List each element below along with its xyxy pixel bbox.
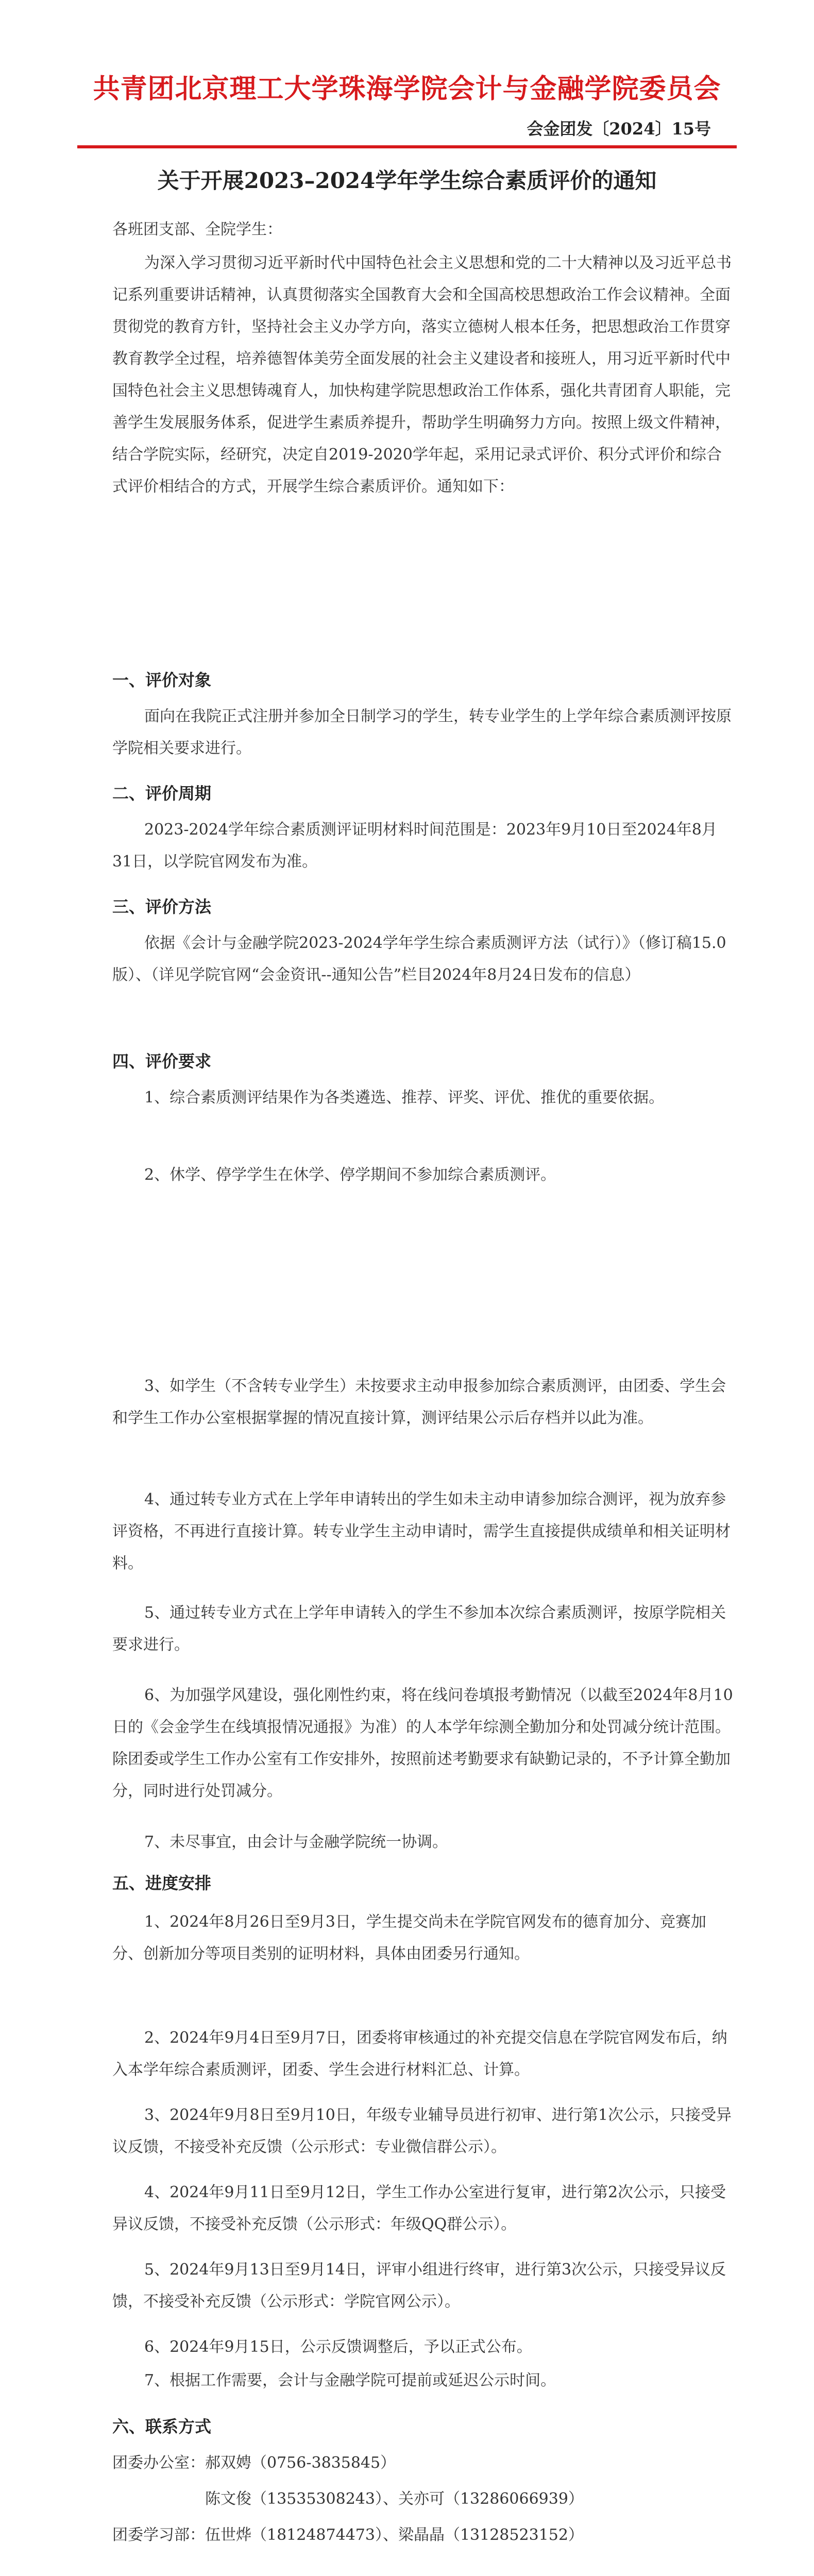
intro-paragraph: 为深入学习贯彻习近平新时代中国特色社会主义思想和党的二十大精神以及习近平总书记系列重要讲话精神，认真贯彻落实全国教育大会和全国高校思想政治工作会议精神。全面贯彻党的教育方针，坚持社会主义办学方向，落实立德树人根本任务，把思想政治工作贯穿教育教学全过程，培养德智体美劳全面发展的社会主义建设者和接班人，用习近平新时代中国特色社会主义思想铸魂育人，加快构建学院思想政治工作体系，强化共青团育人职能，完善学生发展服务体系，促进学生素质养提升，帮助学生明确努力方向。按照上级文件精神，结合学院实际，经研究，决定自2019-2020学年起，采用记录式评价、积分式评价和综合式评价相结合的方式，开展学生综合素质评价。通知如下： [112,254,732,496]
section-2-body: 2023-2024学年综合素质测评证明材料时间范围是：2023年9月10日至2024年8月31日，以学院官网发布为准。 [112,821,717,871]
section-4-item: 7、未尽事宜，由会计与金融学院统一协调。 [144,1833,448,1851]
contact-office-label: 团委办公室： [112,2454,205,2472]
section-4-item: 6、为加强学风建设，强化刚性约束，将在线问卷填报考勤情况（以截至2024年8月10日的《会金学生在线填报情况通报》为准）的人本学年综测全勤加分和处罚减分统计范围。除团委或学生工作办公室有工作安排外，按照前述考勤要求有缺勤记录的，不予计算全勤加分，同时进行处罚减分。 [112,1686,733,1800]
section-1-body: 面向在我院正式注册并参加全日制学习的学生，转专业学生的上学年综合素质测评按原学院相关要求进行。 [112,707,732,757]
section-4-item: 3、如学生（不含转专业学生）未按要求主动申报参加综合素质测评，由团委、学生会和学生工作办公室根据掌握的情况直接计算，测评结果公示后存档并以此为准。 [112,1377,726,1427]
contact-study-label: 团委学习部： [112,2526,205,2544]
section-4-item: 1、综合素质测评结果作为各类遴选、推荐、评奖、评优、推优的重要依据。 [144,1089,665,1107]
contact-study-line: 伍世烨（18124874473）、梁晶晶（13128523152） [205,2526,584,2544]
section-6-heading: 六、联系方式 [112,2417,212,2436]
section-4-item: 4、通过转专业方式在上学年申请转出的学生如未主动申请参加综合测评，视为放弃参评资格，不再进行直接计算。转专业学生主动申请时，需学生直接提供成绩单和相关证明材料。 [112,1490,731,1572]
section-3-heading: 三、评价方法 [112,897,212,917]
salutation: 各班团支部、全院学生： [112,221,282,239]
section-5-item: 6、2024年9月15日，公示反馈调整后，予以正式公布。 [144,2338,532,2356]
contact-office-line1: 郝双娉（0756-3835845） [205,2454,396,2472]
section-3-body: 依据《会计与金融学院2023-2024学年学生综合素质测评方法（试行）》（修订稿15.0版）、（详见学院官网“会金资讯--通知公告”栏目2024年8月24日发布的信息） [112,934,726,984]
section-5-item: 3、2024年9月8日至9月10日，年级专业辅导员进行初审、进行第1次公示，只接受异议反馈，不接受补充反馈（公示形式：专业微信群公示）。 [112,2106,732,2156]
section-4-item: 5、通过转专业方式在上学年申请转入的学生不参加本次综合素质测评，按原学院相关要求进行。 [112,1604,726,1654]
notice-title: 关于开展2023–2024学年学生综合素质评价的通知 [157,168,657,193]
section-4-item: 2、休学、停学学生在休学、停学期间不参加综合素质测评。 [144,1166,556,1184]
section-5-item: 7、根据工作需要，会计与金融学院可提前或延迟公示时间。 [144,2371,556,2389]
section-5-item: 1、2024年8月26日至9月3日，学生提交尚未在学院官网发布的德育加分、竞赛加分、创新加分等项目类别的证明材料，具体由团委另行通知。 [112,1913,706,1963]
org-header-title: 共青团北京理工大学珠海学院会计与金融学院委员会 [93,73,721,105]
section-5-item: 2、2024年9月4日至9月7日，团委将审核通过的补充提交信息在学院官网发布后，纳入本学年综合素质测评，团委、学生会进行材料汇总、计算。 [112,2029,727,2079]
header-red-rule [77,145,737,148]
section-4-heading: 四、评价要求 [112,1052,212,1071]
document-number: 会金团发〔2024〕15号 [527,119,711,139]
section-5-item: 4、2024年9月11日至9月12日，学生工作办公室进行复审，进行第2次公示，只接受异议反馈，不接受补充反馈（公示形式：年级QQ群公示）。 [112,2183,726,2233]
section-5-item: 5、2024年9月13日至9月14日，评审小组进行终审，进行第3次公示，只接受异议反馈，不接受补充反馈（公示形式：学院官网公示）。 [112,2261,726,2311]
section-5-heading: 五、进度安排 [112,1873,212,1893]
section-2-heading: 二、评价周期 [112,784,212,803]
contact-office-line2: 陈文俊（13535308243）、关亦可（13286066939） [205,2490,584,2508]
section-1-heading: 一、评价对象 [112,670,212,690]
